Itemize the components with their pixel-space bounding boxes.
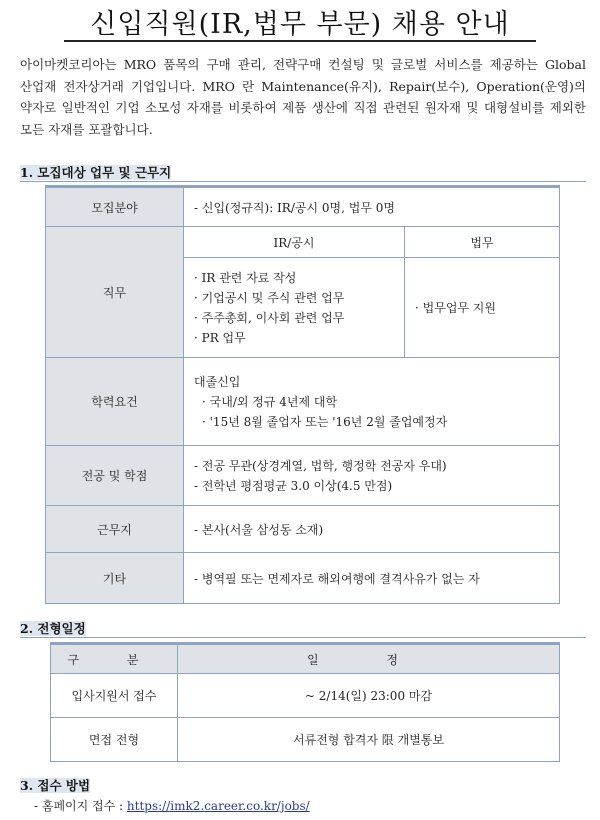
section-1-title [20,163,171,181]
duty-col-legal: 법무 [405,227,560,258]
section-3-title [20,776,90,794]
section-2-rule [20,637,586,638]
schedule-row-value: ~ 2/14(일) 23:00 마감 [178,674,560,718]
ir-duty-item: · IR 관련 자료 작성 [194,270,297,285]
intro-paragraph: 아이마켓코리아는 MRO 품목의 구매 관리, 전략구매 컨설팅 및 글로벌 서비스를 제공하는 Global 산업재 전자상거래 기업입니다. MRO 란 Maintenance(유지), Repair(보수), Operation(운영)의 약자로 일반적인 기업 소모성 자재를 비롯하여 제품 생산에 직접 관련된 원자재 및 대형설비를 제외한 모든 자재를 포괄합니다. [20,57,586,137]
apply-method [34,797,310,814]
schedule-table [50,642,560,762]
major-item: - 전학년 평점평균 3.0 이상(4.5 만점) [194,478,393,493]
major-cell [184,446,560,506]
schedule-header-category-text: 구 분 [67,652,161,667]
education-item: · '15년 8월 졸업자 또는 '16년 2월 졸업예정자 [202,414,448,429]
ir-duty-item: · PR 업무 [194,330,246,345]
recruitment-table [45,185,560,604]
duty-header-row [46,227,560,258]
schedule-header-date-text: 일 정 [307,652,430,667]
page-title: 신입직원(IR,법무 부문) 채용 안내 [90,9,510,40]
career-site-link[interactable]: https://imk2.career.co.kr/jobs/ [126,799,310,813]
location-label: 근무지 [46,506,184,553]
education-label: 학력요건 [46,358,184,446]
recruit-field-value: - 신입(정규직): IR/공시 0명, 법무 0명 [184,187,560,227]
duty-label: 직무 [46,227,184,358]
schedule-header-row [51,644,560,674]
title-underline [64,40,536,42]
etc-label: 기타 [46,553,184,604]
education-heading: 대졸신입 [194,374,241,389]
duty-col-ir: IR/공시 [184,227,405,258]
location-row [46,506,560,553]
section-2-title-text: 2. 전형일정 [20,621,86,636]
schedule-header-category [51,644,178,674]
section-1-title-text: 1. 모집대상 업무 및 근무지 [20,165,172,180]
ir-duty-item: · 기업공시 및 주식 관련 업무 [194,290,345,305]
major-label: 전공 및 학점 [46,446,184,506]
education-row [46,358,560,446]
apply-method-label: - 홈페이지 접수 : [34,799,127,813]
duty-legal-cell [405,258,560,358]
recruit-field-label: 모집분야 [46,187,184,227]
ir-duty-item: · 주주총회, 이사회 관련 업무 [194,310,345,325]
major-item: - 전공 무관(상경계열, 법학, 행정학 전공자 우대) [194,458,447,473]
schedule-row-label: 입사지원서 접수 [51,674,178,718]
major-row [46,446,560,506]
section-2-title [20,619,86,637]
etc-row [46,553,560,604]
schedule-header-date [178,644,560,674]
legal-duty-item: · 법무업무 지원 [415,300,496,315]
duty-ir-cell [184,258,405,358]
schedule-row [51,718,560,762]
recruit-field-row [46,187,560,227]
education-item: · 국내/외 정규 4년제 대학 [202,394,338,409]
schedule-row [51,674,560,718]
etc-value: - 병역필 또는 면제자로 해외여행에 결격사유가 없는 자 [184,553,560,604]
schedule-row-value: 서류전형 합격자 限 개별통보 [178,718,560,762]
section-1-rule [20,181,586,182]
schedule-row-label: 면접 전형 [51,718,178,762]
section-3-title-text: 3. 접수 방법 [20,778,91,793]
location-value: - 본사(서울 삼성동 소재) [184,506,560,553]
education-cell [184,358,560,446]
